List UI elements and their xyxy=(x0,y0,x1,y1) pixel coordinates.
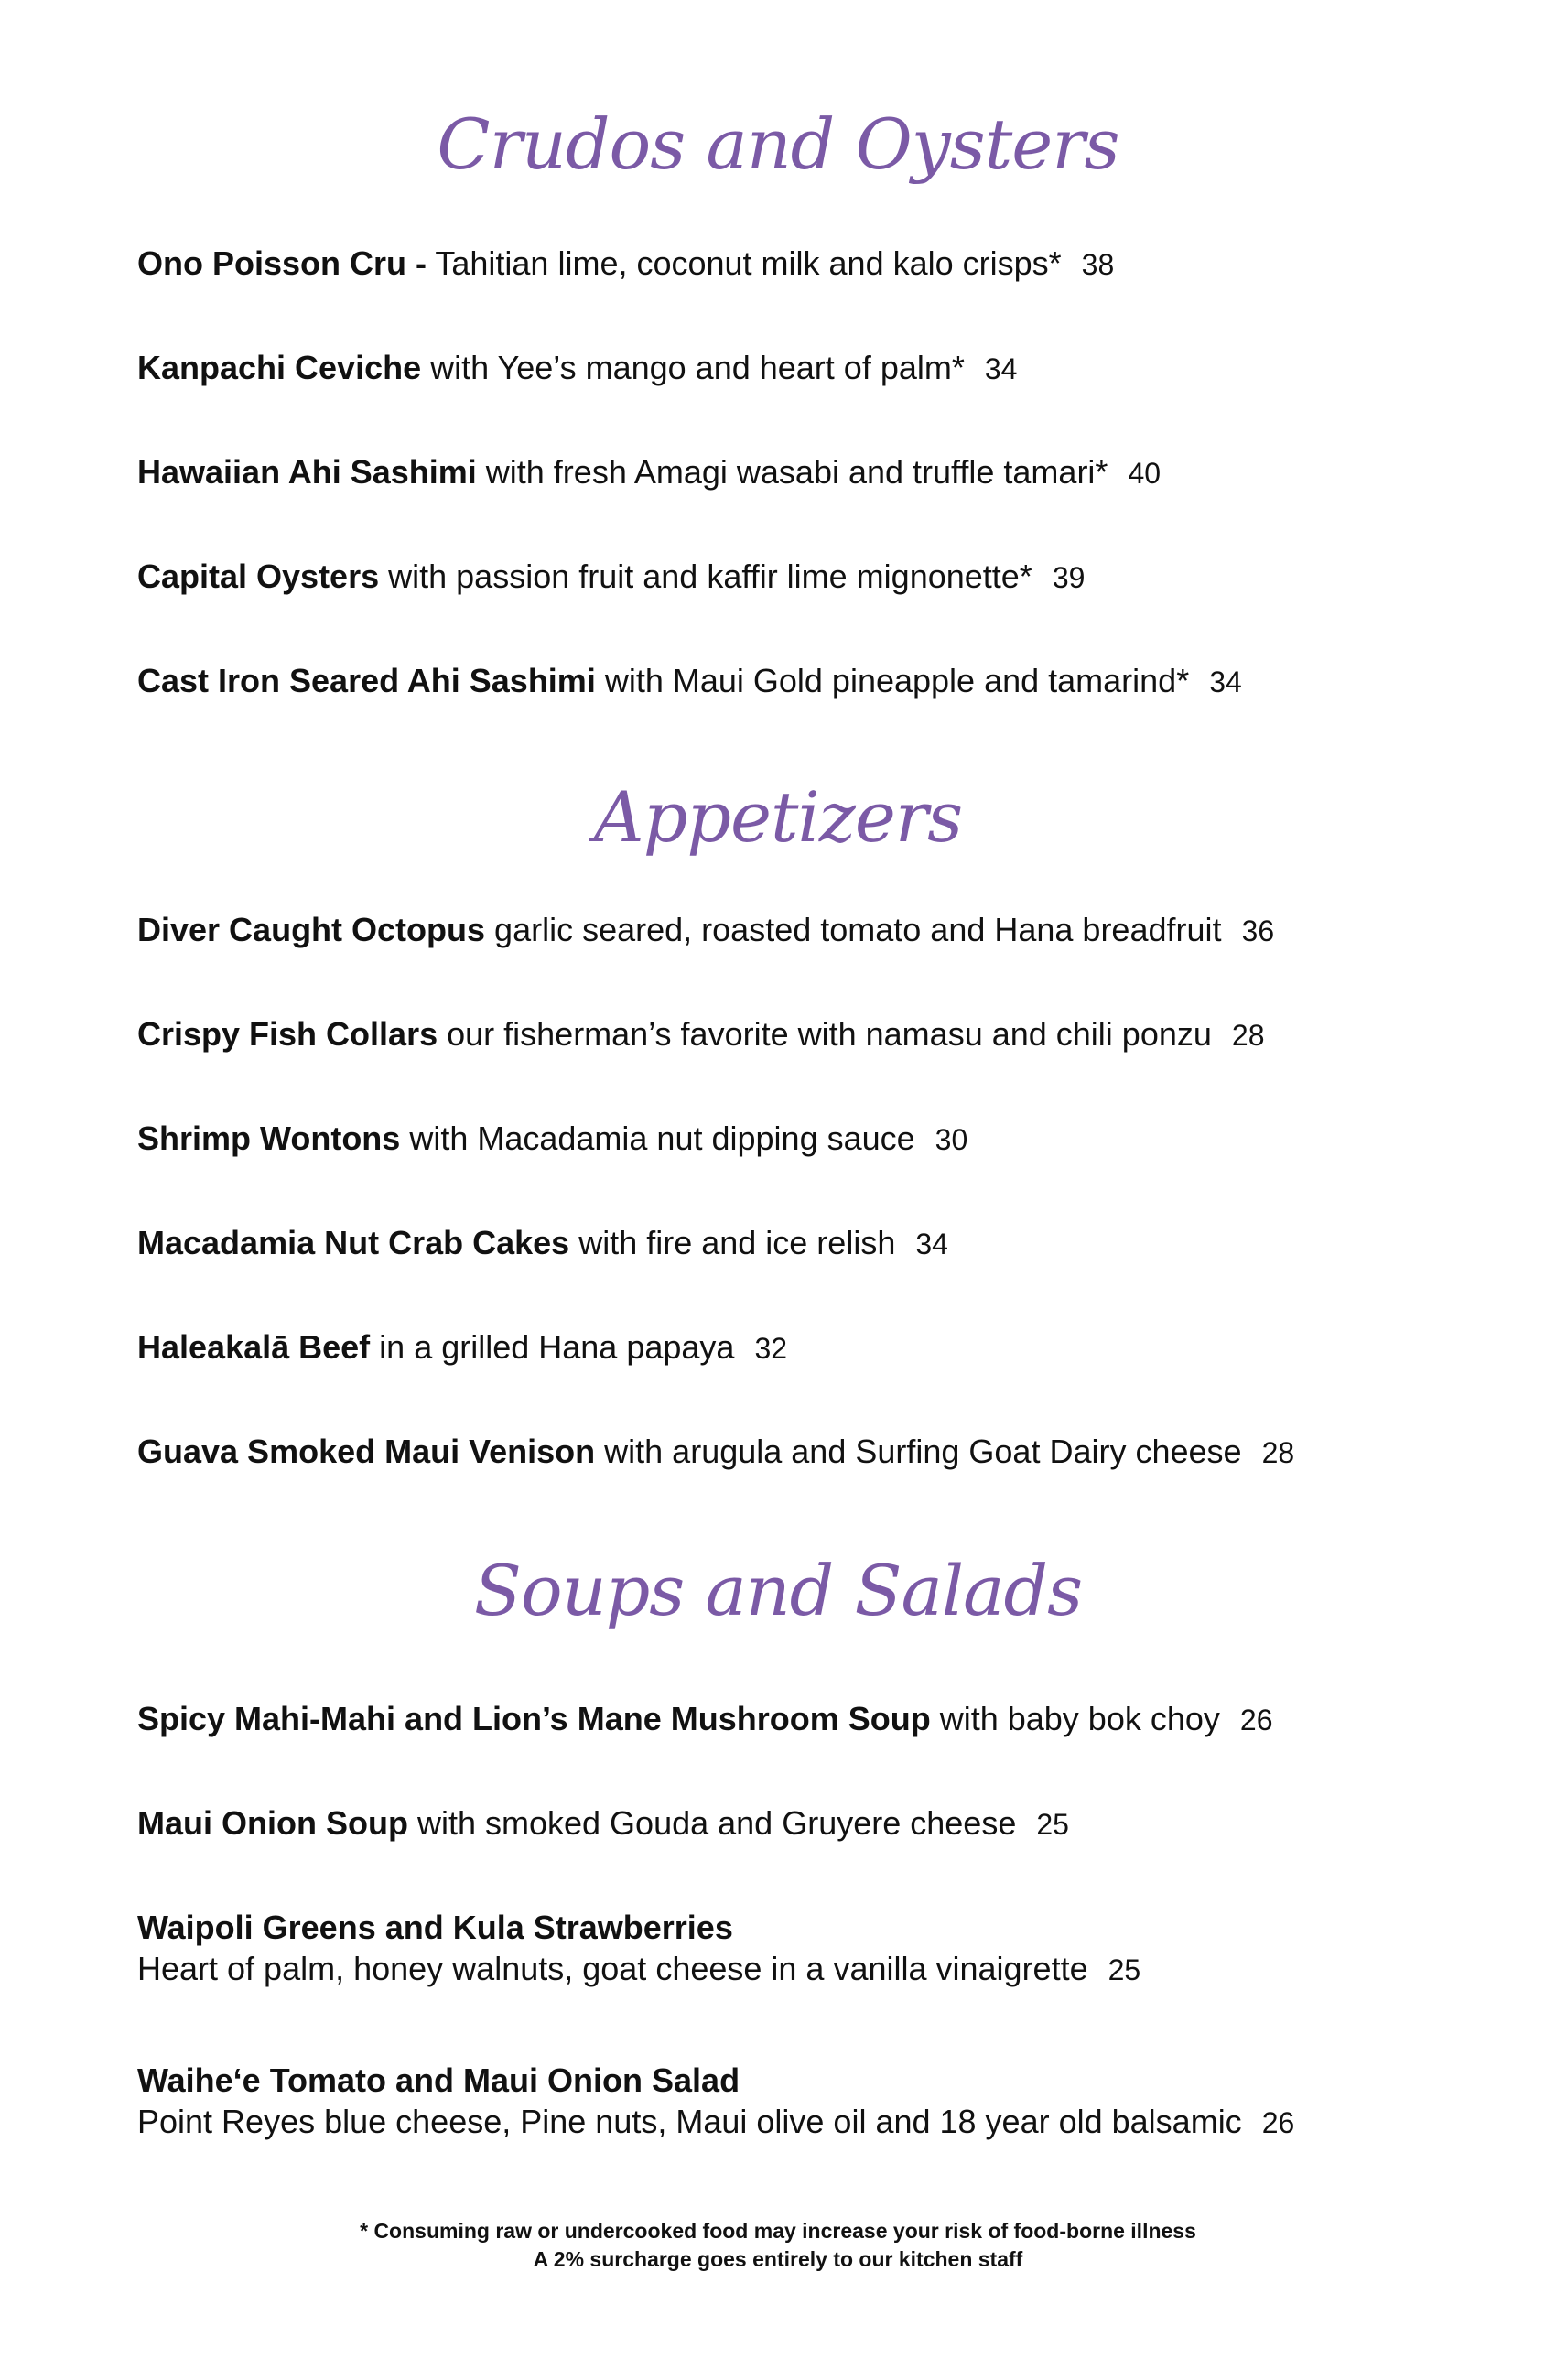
item-price: 39 xyxy=(1052,561,1086,594)
section-title-crudos: Crudos and Oysters xyxy=(437,103,1119,185)
menu-item-capital-oysters xyxy=(137,556,1464,597)
menu-item-shrimp-wontons xyxy=(137,1118,1464,1159)
item-name: Spicy Mahi-Mahi and Lion’s Mane Mushroom Soup xyxy=(137,1700,931,1737)
menu-item-cast-iron-ahi xyxy=(137,660,1464,701)
item-description: with baby bok choy xyxy=(930,1700,1220,1737)
menu-item-tomato-onion-salad xyxy=(137,2060,1464,2142)
item-name: Kanpachi Ceviche xyxy=(137,349,422,386)
item-description: garlic seared, roasted tomato and Hana breadfruit xyxy=(485,911,1222,948)
menu-item-waipoli-greens xyxy=(137,1907,1464,1989)
item-description: with passion fruit and kaffir lime mignonette* xyxy=(379,557,1032,595)
menu-item-fish-collars xyxy=(137,1013,1464,1055)
item-name: Waipoli Greens and Kula Strawberries xyxy=(137,1909,733,1946)
item-name: Ono Poisson Cru - xyxy=(137,244,427,282)
menu-item-ono-poisson-cru xyxy=(137,243,1464,284)
item-name: Shrimp Wontons xyxy=(137,1120,401,1157)
item-description: with fire and ice relish xyxy=(569,1224,896,1261)
footnote xyxy=(0,2217,1556,2274)
footnote-surcharge: A 2% surcharge goes entirely to our kitchen staff xyxy=(533,2247,1023,2272)
item-price: 38 xyxy=(1081,248,1115,281)
item-name: Capital Oysters xyxy=(137,557,380,595)
item-price: 34 xyxy=(1209,665,1242,698)
item-name: Hawaiian Ahi Sashimi xyxy=(137,453,477,491)
item-name: Cast Iron Seared Ahi Sashimi xyxy=(137,662,596,699)
item-description: with arugula and Surfing Goat Dairy cheese xyxy=(595,1433,1242,1470)
item-description: with smoked Gouda and Gruyere cheese xyxy=(407,1804,1017,1842)
item-price: 25 xyxy=(1108,1953,1141,1986)
item-price: 30 xyxy=(935,1123,968,1156)
menu-item-kanpachi-ceviche xyxy=(137,347,1464,388)
item-price: 32 xyxy=(754,1332,788,1365)
item-price: 26 xyxy=(1239,1704,1273,1736)
menu-item-ahi-sashimi xyxy=(137,451,1464,492)
item-description: with Maui Gold pineapple and tamarind* xyxy=(595,662,1190,699)
item-price: 36 xyxy=(1241,914,1275,947)
item-description: in a grilled Hana papaya xyxy=(370,1328,735,1366)
item-description: Point Reyes blue cheese, Pine nuts, Maui olive oil and 18 year old balsamic xyxy=(137,2103,1242,2140)
menu-item-haleakala-beef xyxy=(137,1326,1464,1368)
menu-item-crab-cakes xyxy=(137,1222,1464,1263)
item-description: with Yee’s mango and heart of palm* xyxy=(421,349,965,386)
item-price: 28 xyxy=(1231,1019,1265,1052)
item-name: Macadamia Nut Crab Cakes xyxy=(137,1224,570,1261)
item-description: our fisherman’s favorite with namasu and chili ponzu xyxy=(438,1015,1212,1053)
menu-item-onion-soup xyxy=(137,1802,1464,1844)
item-description: Heart of palm, honey walnuts, goat cheese in a vanilla vinaigrette xyxy=(137,1950,1088,1987)
item-price: 34 xyxy=(984,352,1018,385)
item-name: Waihe‘e Tomato and Maui Onion Salad xyxy=(137,2061,740,2099)
item-name: Maui Onion Soup xyxy=(137,1804,408,1842)
item-price: 25 xyxy=(1036,1808,1069,1841)
menu-item-venison xyxy=(137,1431,1464,1472)
menu-item-octopus xyxy=(137,909,1464,950)
menu-item-mahi-soup xyxy=(137,1698,1464,1739)
section-title-appetizers: Appetizers xyxy=(593,776,963,858)
item-description: with fresh Amagi wasabi and truffle tamari* xyxy=(476,453,1108,491)
item-price: 40 xyxy=(1128,457,1162,490)
item-name: Diver Caught Octopus xyxy=(137,911,486,948)
item-name: Haleakalā Beef xyxy=(137,1328,371,1366)
item-price: 28 xyxy=(1261,1436,1295,1469)
item-name: Crispy Fish Collars xyxy=(137,1015,438,1053)
item-description: Tahitian lime, coconut milk and kalo crisps* xyxy=(427,244,1062,282)
item-price: 34 xyxy=(915,1228,948,1260)
section-title-soups-salads: Soups and Salads xyxy=(473,1550,1083,1631)
item-name: Guava Smoked Maui Venison xyxy=(137,1433,596,1470)
item-price: 26 xyxy=(1261,2106,1295,2139)
item-description: with Macadamia nut dipping sauce xyxy=(400,1120,915,1157)
footnote-raw-food-warning: * Consuming raw or undercooked food may increase your risk of food-borne illness xyxy=(360,2219,1196,2243)
